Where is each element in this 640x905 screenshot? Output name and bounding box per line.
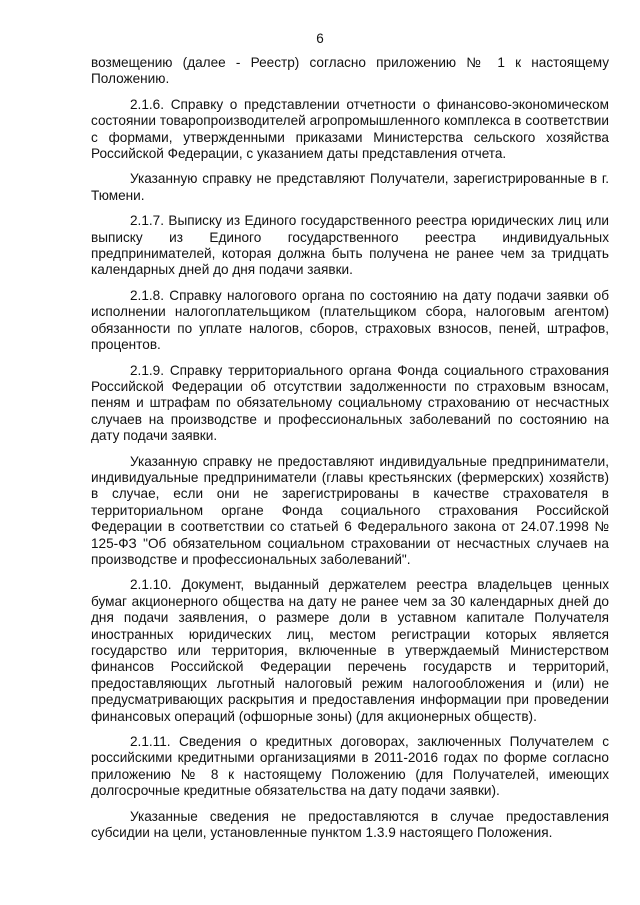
paragraph-2-1-7: 2.1.7. Выписку из Единого государственного реестра юридических лиц или выписку из Единого государственного реестра индивидуальных предпринимателей, которая должна быть получена не ранее чем за тридцать календарных дней до дня подачи заявки. bbox=[91, 213, 609, 278]
paragraph-2-1-11: 2.1.11. Сведения о кредитных договорах, заключенных Получателем с российскими кредитными организациями в 2011-2016 годах по форме согласно приложению № 8 к настоящему Положению (для Получателей, имеющих долгосрочные кредитные обязательства на дату подачи заявки). bbox=[91, 734, 609, 799]
paragraph-2-1-8: 2.1.8. Справку налогового органа по состоянию на дату подачи заявки об исполнении налогоплательщиком (плательщиком сбора, налоговым агентом) обязанности по уплате налогов, сборов, страховых взносов, пеней, штрафов, процентов. bbox=[91, 287, 609, 353]
paragraph-2-1-9-note: Указанную справку не предоставляют индивидуальные предприниматели, индивидуальные предприниматели (главы крестьянских (фермерских) хозяйств) в случае, если они не зарегистрированы в качестве страхователя в территориальном органе Фонда социального страхования Российской Федерации в соответствии со статьей 6 Федерального закона от 24.07.1998 № 125-ФЗ "Об обязательном социальном страховании от несчастных случаев на производстве и профессиональных заболеваний". bbox=[91, 453, 609, 567]
document-body bbox=[91, 55, 609, 850]
paragraph-2-1-11-note: Указанные сведения не предоставляются в случае предоставления субсидии на цели, установленные пунктом 1.3.9 настоящего Положения. bbox=[91, 808, 609, 841]
paragraph-2-1-6-note: Указанную справку не представляют Получатели, зарегистрированные в г. Тюмени. bbox=[91, 171, 609, 203]
paragraph-2-1-6: 2.1.6. Справку о представлении отчетности о финансово-экономическом состоянии товаропроизводителей агропромышленного комплекса в соответствии с формами, утвержденными приказами Министерства сельского хозяйства Российской Федерации, с указанием даты представления отчета. bbox=[91, 96, 609, 162]
paragraph-2-1-10: 2.1.10. Документ, выданный держателем реестра владельцев ценных бумаг акционерного общества на дату не ранее чем за 30 календарных дней до дня подачи заявления, о размере доли в уставном капитале Получателя иностранных юридических лиц, местом регистрации которых является государство или территория, включенные в утверждаемый Министерством финансов Российской Федерации перечень государств и территорий, предоставляющих льготный налоговый режим налогообложения и (или) не предусматривающих раскрытия и предоставления информации при проведении финансовых операций (офшорные зоны) (для акционерных обществ). bbox=[91, 577, 609, 724]
page-number: 6 bbox=[316, 31, 324, 46]
paragraph-2-1-9: 2.1.9. Справку территориального органа Фонда социального страхования Российской Федерации об отсутствии задолженности по страховым взносам, пеням и штрафам по обязательному социальному страхованию от несчастных случаев на производстве и профессиональных заболеваний по состоянию на дату подачи заявки. bbox=[91, 362, 609, 444]
paragraph-continuation: возмещению (далее - Реестр) согласно приложению № 1 к настоящему Положению. bbox=[91, 55, 609, 87]
